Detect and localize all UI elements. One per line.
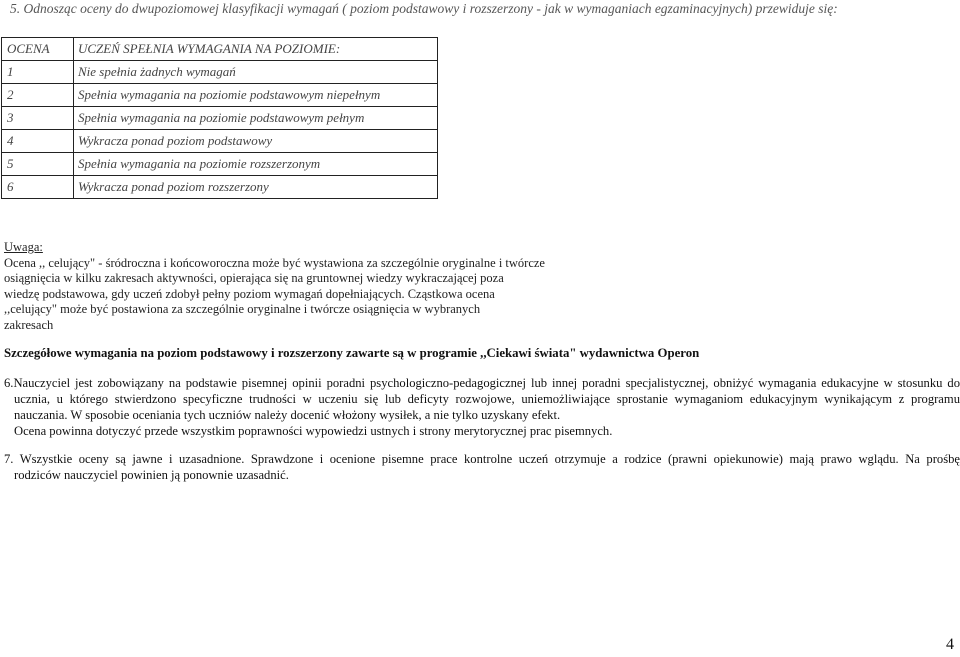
- table-row: [2, 84, 438, 107]
- requirement-cell: Wykracza ponad poziom rozszerzony: [74, 176, 438, 199]
- grade-cell: 2: [2, 84, 74, 107]
- paragraph-line: Ocena powinna dotyczyć przede wszystkim poprawności wypowiedzi ustnych i strony merytorycznej prac pisemnych.: [14, 424, 613, 438]
- note-line: zakresach: [4, 317, 54, 332]
- table-row: [2, 176, 438, 199]
- point-6-paragraph: [4, 375, 960, 439]
- paragraph-line: nauczania. W sposobie oceniania tych uczniów należy docenić włożony wysiłek, a nie tylko uzyskany efekt.: [14, 408, 561, 422]
- header-level: UCZEŃ SPEŁNIA WYMAGANIA NA POZIOMIE:: [74, 38, 438, 61]
- grade-cell: 5: [2, 153, 74, 176]
- grade-cell: 6: [2, 176, 74, 199]
- note-label: Uwaga:: [4, 240, 43, 254]
- table-row: [2, 130, 438, 153]
- requirement-cell: Spełnia wymagania na poziomie podstawowym niepełnym: [74, 84, 438, 107]
- grade-cell: 1: [2, 61, 74, 84]
- page-number: 4: [946, 636, 954, 653]
- note-block: [4, 240, 564, 334]
- note-line: Ocena ,, celujący" - śródroczna i końcoworoczna może być wystawiona za szczególnie oryginalne i twórcze: [4, 255, 545, 270]
- note-line: wiedzę podstawowa, gdy uczeń zdobył pełny poziom wymagań dopełniających. Cząstkowa ocena: [4, 286, 495, 301]
- table-header-row: [2, 38, 438, 61]
- requirement-cell: Spełnia wymagania na poziomie podstawowym pełnym: [74, 107, 438, 130]
- table-row: [2, 153, 438, 176]
- requirement-cell: Nie spełnia żadnych wymagań: [74, 61, 438, 84]
- table-row: [2, 61, 438, 84]
- paragraph-line: ucznia, u którego stwierdzono specyficzne trudności w uczeniu się lub deficyty rozwojowe, uniemożliwiające sprostanie wymaganiom edukacyjnym wynikającym z programu: [14, 392, 960, 406]
- grades-table: [1, 37, 438, 199]
- header-ocena: OCENA: [2, 38, 74, 61]
- requirement-cell: Wykracza ponad poziom podstawowy: [74, 130, 438, 153]
- question-5-heading: 5. Odnosząc oceny do dwupoziomowej klasyfikacji wymagań ( poziom podstawowy i rozszerzony - jak w wymaganiach egzaminacyjnych) przewiduje się:: [10, 1, 838, 16]
- detailed-requirements-line: Szczegółowe wymagania na poziom podstawowy i rozszerzony zawarte są w programie ,,Ciekawi świata" wydawnictwa Operon: [4, 346, 700, 360]
- grade-cell: 3: [2, 107, 74, 130]
- paragraph-line: 7. Wszystkie oceny są jawne i uzasadnione. Sprawdzone i ocenione pisemne prace kontrolne uczeń otrzymuje a rodzice (prawni opiekunowie) mają prawo wglądu. Na prośbę: [4, 452, 960, 466]
- table-row: [2, 107, 438, 130]
- requirement-cell: Spełnia wymagania na poziomie rozszerzonym: [74, 153, 438, 176]
- paragraph-line: 6.Nauczyciel jest zobowiązany na podstawie pisemnej opinii poradni psychologiczno-pedagogicznej lub innej poradni specjalistycznej, obniżyć wymagania edukacyjne w stosunku do: [4, 376, 960, 390]
- note-line: osiągnięcia w kilku zakresach aktywności, opierająca się na gruntownej wiedzy wykraczającej poza: [4, 271, 504, 286]
- grade-cell: 4: [2, 130, 74, 153]
- note-line: ,,celujący" może być postawiona za szczególnie oryginalne i twórcze osiągnięcia w wybranych: [4, 302, 481, 317]
- point-7-paragraph: [4, 451, 960, 483]
- paragraph-line: rodziców nauczyciel powinien ją ponownie uzasadnić.: [14, 468, 289, 482]
